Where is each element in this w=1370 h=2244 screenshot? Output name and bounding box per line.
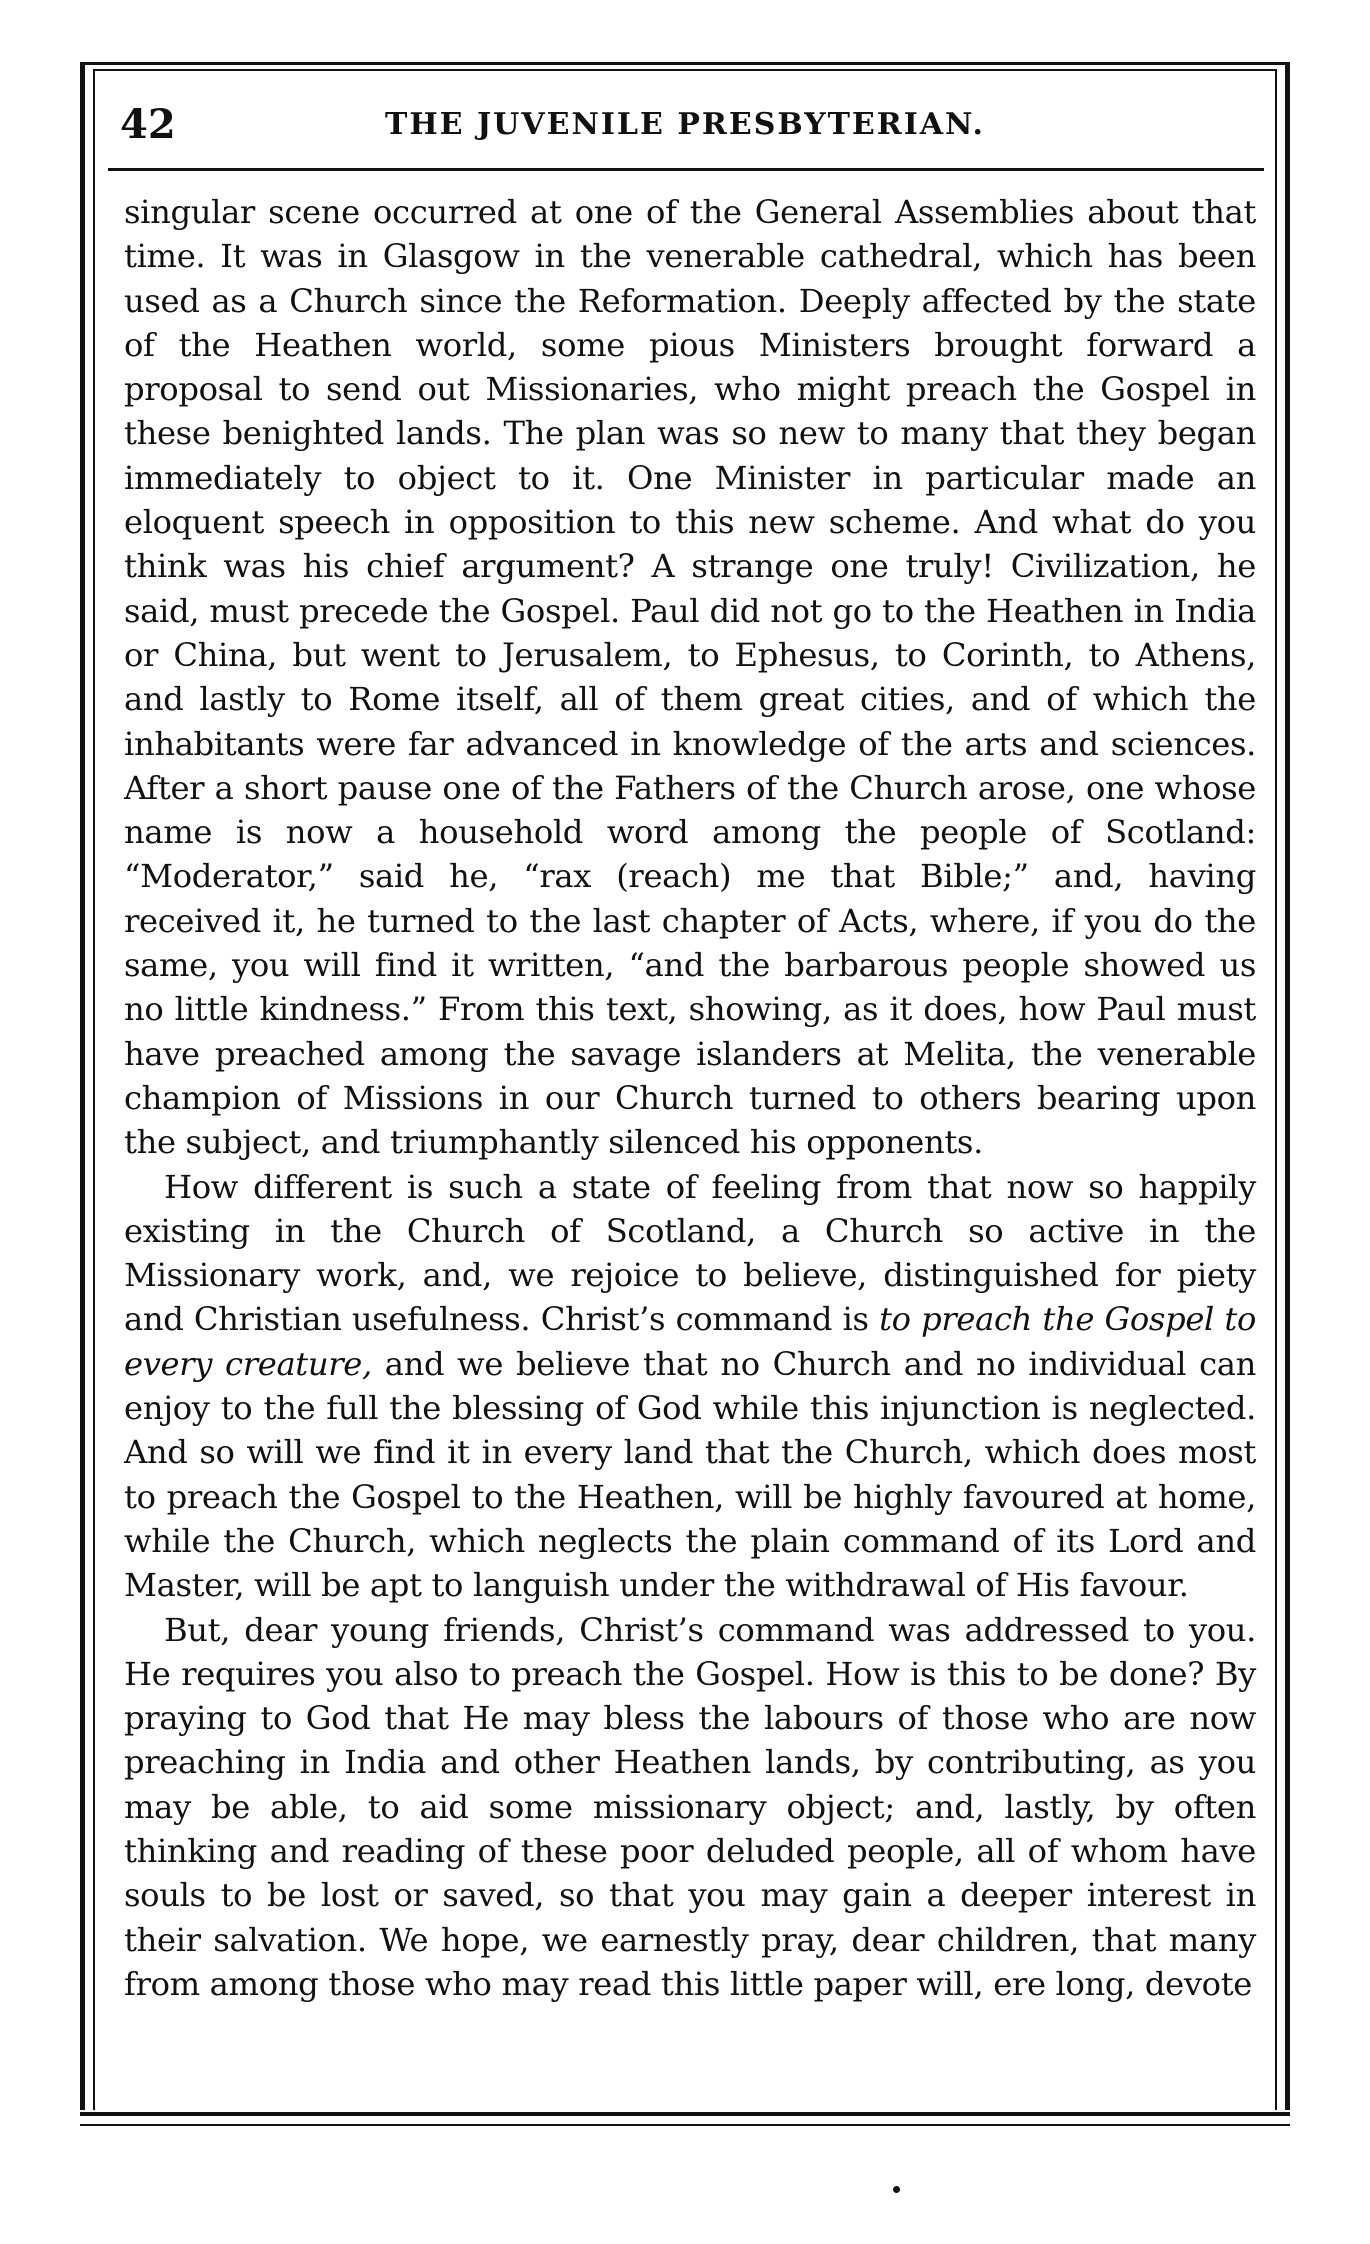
paragraph-2-text-end: and we believe that no Church and no individual can enjoy to the full the blessing of God while this injunction is neglected. And so will we find it in every land that the Church, which does most to preach the Gospel to the Heathen, will be highly favoured at home, while the Church, which neglects the plain command of its Lord and Master, will be apt to languish under the withdrawal of His favour. xyxy=(124,1344,1256,1605)
header-rule xyxy=(108,168,1264,171)
paragraph-2-italic-quote: to preach the Gospel to every creature, xyxy=(124,1300,1256,1383)
print-speck xyxy=(893,2186,900,2193)
paragraph-3: But, dear young friends, Christ’s command was addressed to you. He requires you also to preach the Gospel. How is this to be done? By praying to God that He may bless the labours of those who are now preaching in India and other Heathen lands, by contributing, as you may be able, to aid some missionary object; and, lastly, by often thinking and reading of these poor deluded people, all of whom have souls to be lost or saved, so that you may gain a deeper interest in their salvation. We hope, we earnestly pray, dear children, that many from among those who may read this little paper will, ere long, devote xyxy=(124,1610,1256,2003)
bottom-rule-thin xyxy=(80,2124,1290,2126)
article-body xyxy=(124,190,1256,2006)
page-header xyxy=(120,100,1250,150)
paragraph-2-text-start: How different is such a state of feeling from that now so happily existing in the Church of Scotland, a Church so active in the Missionary work, and, we rejoice to believe, distinguished for piety and Christian usefulness. Christ’s command is xyxy=(124,1167,1256,1339)
paragraph-2 xyxy=(124,1165,1256,1608)
running-title: THE JUVENILE PRESBYTERIAN. xyxy=(385,107,985,142)
paragraph-1: singular scene occurred at one of the General Assemblies about that time. It was in Glasgow in the venerable cathedral, which has been used as a Church since the Reformation. Deeply affected by the state of the Heathen world, some pious Ministers brought forward a proposal to send out Missionaries, who might preach the Gospel in these benighted lands. The plan was so new to many that they began immediately to object to it. One Minister in particular made an eloquent speech in opposition to this new scheme. And what do you think was his chief argument? A strange one truly! Civilization, he said, must precede the Gospel. Paul did not go to the Heathen in India or China, but went to Jerusalem, to Ephesus, to Corinth, to Athens, and lastly to Rome itself, all of them great cities, and of which the inhabitants were far advanced in knowledge of the arts and sciences. After a short pause one of the Fathers of the Church arose, one whose name is now a household word among the people of Scotland: “Moderator,” said he, “rax (reach) me that Bible;” and, having received it, he turned to the last chapter of Acts, where, if you do the same, you will find it written, “and the barbarous people showed us no little kindness.” From this text, showing, as it does, how Paul must have preached among the savage islanders at Melita, the venerable champion of Missions in our Church turned to others bearing upon the subject, and triumphantly silenced his opponents. xyxy=(124,193,1256,1162)
bottom-rule-thick xyxy=(80,2112,1290,2116)
page-number: 42 xyxy=(120,101,176,148)
